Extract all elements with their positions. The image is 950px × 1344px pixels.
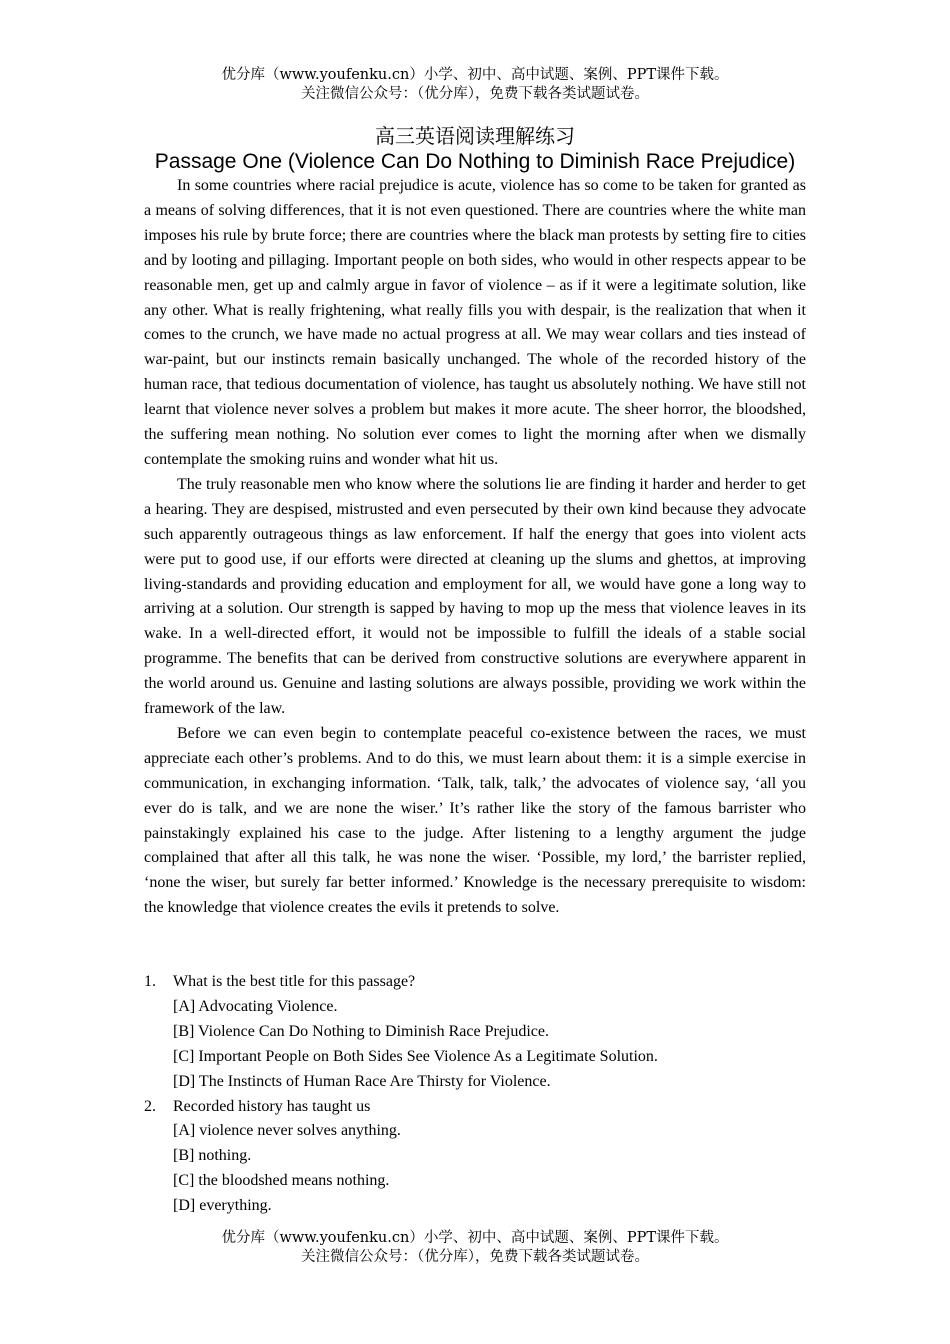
option-c: [C] the bloodshed means nothing. [173,1172,390,1190]
footer-line-2: 关注微信公众号：（优分库），免费下载各类试题试卷。 [301,1249,649,1265]
question-1 [144,970,806,1095]
questions-section [144,970,806,1219]
option-b: [B] nothing. [173,1147,252,1165]
question-text: What is the best title for this passage? [173,973,416,990]
page-footer [0,1229,950,1267]
question-text: Recorded history has taught us [173,1097,371,1115]
paragraph-3: Before we can even begin to contemplate peaceful co-existence between the races, we must appreciate each other’s problems. And to do this, we must learn about them: it is a simple exercise in communication, in exchanging information. ‘Talk, talk, talk,’ the advocates of violence say, ‘all you ever do is talk, and we are none the wiser.’ It’s rather like the story of the famous barrister who painstakingly explained his case to the judge. After listening to a lengthy argument the judge complained that after all this talk, he was none the wiser. ‘Possible, my lord,’ the barrister replied, ‘none the wiser, but surely far better informed.’ Knowledge is the necessary prerequisite to wisdom: the knowledge that violence creates the evils it pretends to solve. [144,724,806,917]
question-number: 1. [144,973,156,990]
question-number: 2. [144,1097,156,1115]
question-2 [144,1095,806,1220]
paragraph-1: In some countries where racial prejudice is acute, violence has so come to be taken for granted as a means of solving differences, that it is not even questioned. There are countries where the white man imposes his rule by brute force; there are countries where the black man protests by setting fire to cities and by looting and pillaging. Important people on both sides, who would in other respects appear to be reasonable men, get up and calmly argue in favor of violence – as if it were a legitimate solution, like any other. What is really frightening, what really fills you with despair, is the realization that when it comes to the crunch, we have made no actual progress at all. We may wear collars and ties instead of war-paint, but our instincts remain basically unchanged. The whole of the recorded history of the human race, that tedious documentation of violence, has taught us absolutely nothing. We have still not learnt that violence never solves a problem but makes it more acute. The sheer horror, the bloodshed, the suffering mean nothing. No solution ever comes to light the morning after when we dismally contemplate the smoking ruins and wonder what hit us. [144,177,807,468]
header-line-1: 优分库（www.youfenku.cn）小学、初中、高中试题、案例、PPT课件下载。 [221,67,729,83]
option-b: [B] Violence Can Do Nothing to Diminish Race Prejudice. [173,1022,550,1040]
option-a: [A] Advocating Violence. [173,997,338,1015]
passage-body [144,174,806,921]
option-d: [D] The Instincts of Human Race Are Thirsty for Violence. [173,1072,551,1090]
paragraph-2: The truly reasonable men who know where the solutions lie are finding it harder and herder to get a hearing. They are despised, mistrusted and even persecuted by their own kind because they advocate such apparently outrageous things as law enforcement. If half the energy that goes into violent acts were put to good use, if our efforts were directed at cleaning up the slums and ghettos, at improving living-standards and providing education and employment for all, we would have gone a long way to arriving at a solution. Our strength is sapped by having to mop up the mess that violence leaves in its wake. In a well-directed effort, it would not be impossible to fulfill the ideals of a stable social programme. The benefits that can be derived from constructive solutions are everywhere apparent in the world around us. Genuine and lasting solutions are always possible, providing we work within the framework of the law. [144,475,806,718]
option-d: [D] everything. [173,1197,272,1215]
chinese-title: 高三英语阅读理解练习 [375,124,575,148]
option-c: [C] Important People on Both Sides See Violence As a Legitimate Solution. [173,1047,658,1065]
header-line-2: 关注微信公众号：（优分库），免费下载各类试题试卷。 [301,86,649,102]
passage-title: Passage One (Violence Can Do Nothing to Diminish Race Prejudice) [154,150,796,173]
page-header [0,66,950,104]
footer-line-1: 优分库（www.youfenku.cn）小学、初中、高中试题、案例、PPT课件下载。 [221,1230,729,1246]
option-a: [A] violence never solves anything. [173,1122,401,1140]
